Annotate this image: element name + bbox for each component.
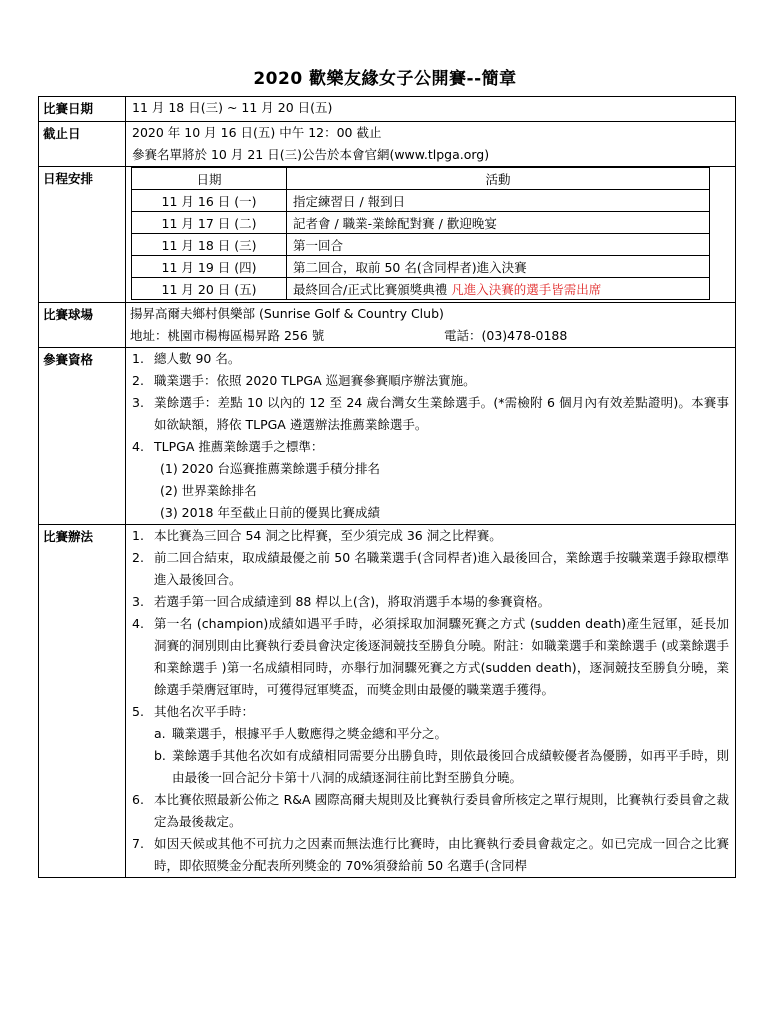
row-venue [39, 303, 736, 348]
schedule-row [132, 234, 710, 256]
list-item: 5. 其他名次平手時： [132, 704, 255, 719]
label-schedule: 日程安排 [39, 167, 126, 303]
sub-item: b. 業餘選手其他名次如有成績相同需要分出勝負時，則依最後回合成績較優者為優勝，如再平手時，則由最後一回合記分卡第十八洞的成績逐洞往前比對至勝負分曉。 [154, 748, 729, 785]
schedule-row [132, 190, 710, 212]
schedule-activity: 最終回合/正式比賽頒獎典禮 [293, 281, 448, 297]
sub-item: (3) 2018 年至截止日前的優異比賽成績 [160, 505, 380, 520]
label-eligibility: 參賽資格 [39, 348, 126, 525]
list-item: 1. 總人數 90 名。 [132, 351, 241, 366]
schedule-row [132, 278, 710, 300]
schedule-date: 11 月 20 日 (五) [132, 278, 287, 300]
schedule-date: 11 月 18 日 (三) [132, 234, 287, 256]
schedule-header-date: 日期 [132, 168, 287, 190]
schedule-date: 11 月 19 日 (四) [132, 256, 287, 278]
venue-phone: 電話：(03)478-0188 [444, 328, 568, 343]
schedule-table [131, 167, 710, 300]
schedule-activity: 指定練習日 / 報到日 [287, 190, 710, 212]
list-item: 1. 本比賽為三回合 54 洞之比桿賽，至少須完成 36 洞之比桿賽。 [132, 528, 502, 543]
list-item: 3. 業餘選手：差點 10 以內的 12 至 24 歲台灣女生業餘選手。(*需檢附 6 個月內有效差點證明)。本賽事如欲缺額，將依 TLPGA 遴選辦法推薦業餘選手。 [132, 395, 729, 432]
schedule-row [132, 256, 710, 278]
label-date: 比賽日期 [39, 97, 126, 122]
row-date [39, 97, 736, 122]
label-deadline: 截止日 [39, 122, 126, 167]
sub-item: (2) 世界業餘排名 [160, 483, 257, 498]
label-venue: 比賽球場 [39, 303, 126, 348]
list-item: 6. 本比賽依照最新公佈之 R&A 國際高爾夫規則及比賽執行委員會所核定之單行規則，比賽執行委員會之裁定為最後裁定。 [132, 792, 729, 829]
page-title: 2020 歡樂友緣女子公開賽--簡章 [253, 69, 517, 89]
row-deadline [39, 122, 736, 167]
sub-item: a. 職業選手，根據平手人數應得之獎金總和平分之。 [154, 726, 448, 741]
schedule-activity: 記者會 / 職業-業餘配對賽 / 歡迎晚宴 [287, 212, 710, 234]
sub-item: (1) 2020 台巡賽推薦業餘選手積分排名 [160, 461, 380, 476]
list-item: 2. 職業選手：依照 2020 TLPGA 巡迴賽參賽順序辦法實施。 [132, 373, 476, 388]
info-table [38, 96, 736, 878]
row-eligibility [39, 348, 736, 525]
date-value: 11 月 18 日(三) ~ 11 月 20 日(五) [132, 100, 333, 115]
schedule-activity: 第一回合 [287, 234, 710, 256]
schedule-date: 11 月 16 日 (一) [132, 190, 287, 212]
schedule-attendance-note: 凡進入決賽的選手皆需出席 [451, 281, 602, 297]
label-rules: 比賽辦法 [39, 525, 126, 878]
list-item: 2. 前二回合結束，取成績最優之前 50 名職業選手(含同桿者)進入最後回合，業餘選手按職業選手錄取標準進入最後回合。 [132, 550, 729, 587]
list-item: 4. TLPGA 推薦業餘選手之標準： [132, 439, 324, 454]
deadline-line: 2020 年 10 月 16 日(五) 中午 12：00 截止 [132, 125, 382, 140]
schedule-activity: 第二回合，取前 50 名(含同桿者)進入決賽 [287, 256, 710, 278]
schedule-row [132, 212, 710, 234]
list-item: 3. 若選手第一回合成績達到 88 桿以上(含)，將取消選手本場的參賽資格。 [132, 594, 551, 609]
schedule-activity-cell [287, 278, 710, 300]
row-rules [39, 525, 736, 878]
deadline-announce: 參賽名單將於 10 月 21 日(三)公告於本會官網(www.tlpga.org) [132, 147, 490, 162]
schedule-header-activity: 活動 [287, 168, 710, 190]
list-item: 7. 如因天候或其他不可抗力之因素而無法進行比賽時，由比賽執行委員會裁定之。如已完成一回合之比賽時，即依照獎金分配表所列獎金的 70%須發給前 50 名選手(含同桿 [132, 836, 729, 873]
schedule-date: 11 月 17 日 (二) [132, 212, 287, 234]
venue-address: 地址：桃園市楊梅區楊昇路 256 號 [130, 328, 325, 343]
venue-name: 揚昇高爾夫鄉村俱樂部 (Sunrise Golf & Country Club) [130, 306, 444, 321]
list-item: 4. 第一名 (champion)成績如遇平手時，必須採取加洞驟死賽之方式 (sudden death)產生冠軍，延長加洞賽的洞別則由比賽執行委員會決定後逐洞競技至勝負分曉。附註：如職業選手和業餘選手 (或業餘選手和業餘選手 )第一名成績相同時，亦舉行加洞驟死賽之方式(sudden death)，逐洞競技至勝負分曉，業餘選手榮膺冠軍時，可獲得冠軍獎盃，而獎金則由最優的職業選手獲得。 [132, 616, 729, 697]
row-schedule [39, 167, 736, 303]
